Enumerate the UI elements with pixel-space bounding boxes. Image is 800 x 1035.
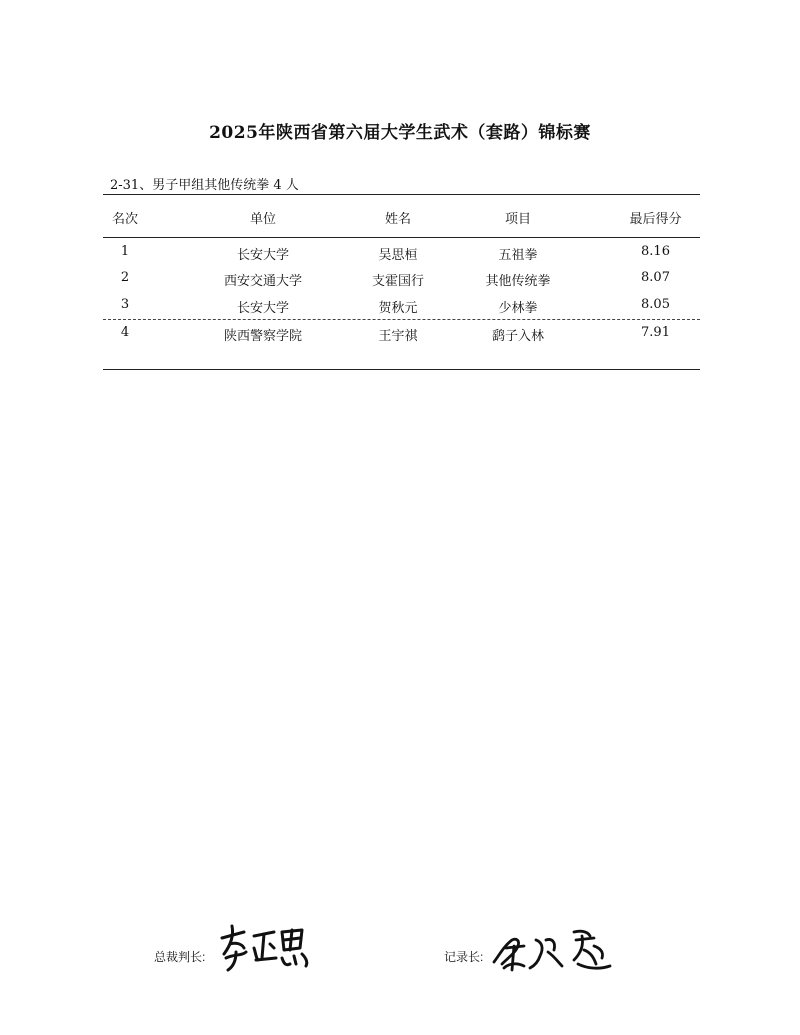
chief-referee-label: 总裁判长: [154,950,206,964]
event-heading: 2-31、男子甲组其他传统拳 4 人 [110,178,299,193]
header-score: 最后得分 [629,212,682,227]
rank-cell: 4 [120,325,130,340]
score-cell: 8.07 [641,270,670,285]
chief-referee-signature [216,918,316,978]
rank-cell: 2 [120,270,130,285]
name-cell: 贺秋元 [378,301,418,316]
table-bottom-rule [103,369,700,370]
header-name: 姓名 [384,212,411,227]
unit-cell: 西安交通大学 [223,274,302,289]
project-cell: 其他传统拳 [485,274,551,289]
header-unit: 单位 [249,212,276,227]
header-bottom-rule [103,237,700,238]
table-row [103,325,700,345]
score-cell: 7.91 [641,325,670,340]
project-cell: 五祖拳 [498,248,538,263]
unit-cell: 陕西警察学院 [223,329,302,344]
table-row [103,244,700,264]
score-cell: 8.05 [641,297,670,312]
unit-cell: 长安大学 [236,248,289,263]
project-cell: 少林拳 [498,301,538,316]
qualification-divider [103,319,700,320]
table-row [103,297,700,317]
rank-cell: 3 [120,297,130,312]
project-cell: 鹞子入林 [491,329,544,344]
recorder-label: 记录长: [444,950,484,964]
header-project: 项目 [504,212,531,227]
name-cell: 支霍国行 [371,274,424,289]
document-title: 2025年陕西省第六届大学生武术（套路）锦标赛 [209,123,591,143]
recorder-signature [490,918,630,980]
name-cell: 王宇祺 [378,329,418,344]
name-cell: 吴思桓 [378,248,418,263]
recorder-signature-block [440,918,640,988]
table-row [103,270,700,290]
table-top-rule [103,194,700,195]
rank-cell: 1 [120,244,130,259]
score-cell: 8.16 [641,244,670,259]
header-rank: 名次 [111,212,138,227]
unit-cell: 长安大学 [236,301,289,316]
table-header-row [103,208,700,228]
chief-referee-signature-block [150,918,330,988]
